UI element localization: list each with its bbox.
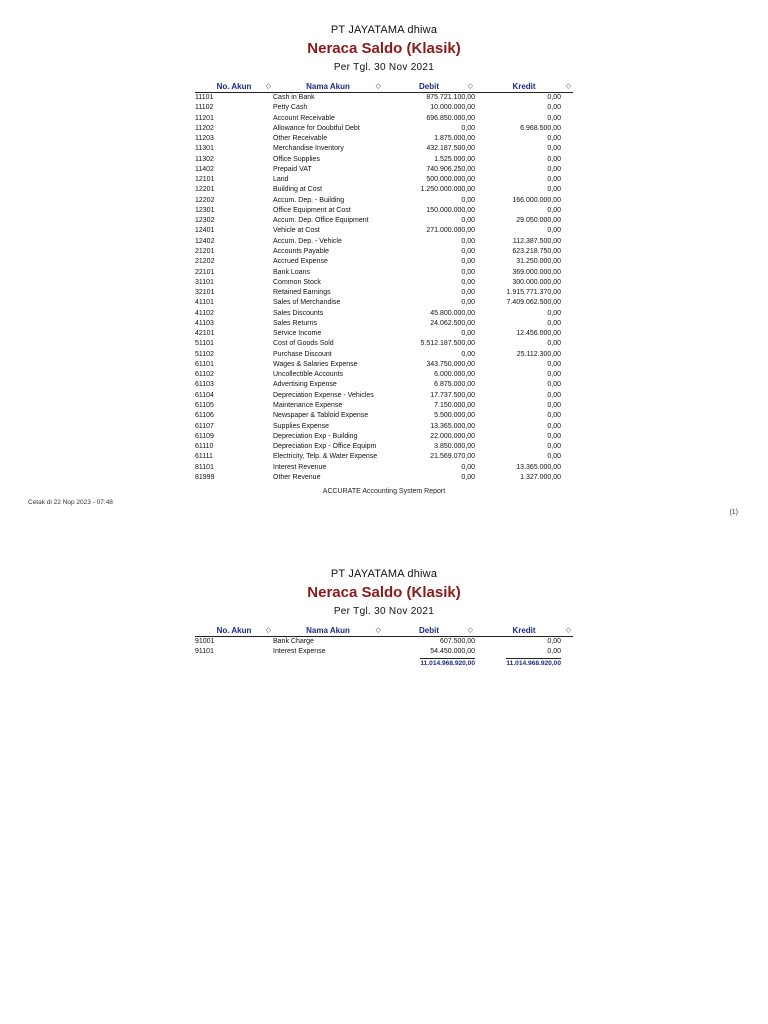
credit-cell: 1.915.771.370,00 [506,289,561,297]
debit-cell: 54.450.000,00 [430,648,475,656]
credit-cell: 6.968.500,00 [520,124,561,132]
table-row [195,114,573,124]
debit-cell: 0,00 [461,124,475,132]
table-row [195,134,573,144]
account-name-cell: Allowance for Doubtful Debt [273,124,360,132]
account-name-cell: Cash in Bank [273,94,315,101]
account-name-cell: Other Receivable [273,135,328,143]
table-row [195,442,573,452]
credit-cell: 300.000.000,00 [512,278,561,286]
credit-cell: 0,00 [547,443,561,451]
table-row [195,350,573,360]
debit-cell: 7.150.000,00 [434,401,475,409]
account-no-cell: 12302 [195,217,215,225]
credit-cell: 31.250.000,00 [516,258,561,266]
table-header-row [195,626,573,637]
account-name-cell: Vehicle at Cost [273,227,320,235]
trial-balance-table [195,82,573,483]
account-name-cell: Accum. Dep. - Vehicle [273,237,342,245]
account-name-cell: Sales of Merchandise [273,299,341,307]
account-no-cell: 11101 [195,94,214,101]
credit-cell: 0,00 [547,206,561,214]
table-header-row [195,82,573,93]
credit-cell: 1.327.000,00 [520,473,561,481]
account-name-cell: Uncollectible Accounts [273,371,344,379]
debit-cell: 0,00 [461,247,475,255]
debit-cell: 0,00 [461,258,475,266]
table-row [195,452,573,462]
totals-row [195,658,573,669]
account-no-cell: 11301 [195,145,214,153]
credit-cell: 0,00 [547,432,561,440]
sort-icon[interactable]: ◇ [565,83,571,90]
account-name-cell: Maintenance Expense [273,401,343,409]
account-no-cell: 42101 [195,330,215,338]
credit-cell: 0,00 [547,155,561,163]
table-row [195,637,573,648]
account-name-cell: Account Receivable [273,114,335,122]
table-row [195,237,573,247]
credit-cell: 0,00 [547,186,561,194]
debit-cell: 3.850.000,00 [434,443,475,451]
table-row [195,329,573,339]
account-no-cell: 61106 [195,412,214,420]
account-no-cell: 11201 [195,114,214,122]
credit-cell: 166.000.000,00 [512,196,561,204]
account-name-cell: Bank Charge [273,638,314,645]
table-row [195,401,573,411]
credit-cell: 0,00 [547,145,561,153]
sort-icon[interactable]: ◇ [265,83,271,90]
sort-icon[interactable]: ◇ [375,83,381,90]
debit-cell: 24.062.500,00 [430,319,475,327]
credit-cell: 0,00 [547,135,561,143]
table-row [195,155,573,165]
account-no-cell: 11203 [195,135,214,143]
sort-icon[interactable]: ◇ [467,627,473,634]
account-no-cell: 61104 [195,391,214,399]
account-no-cell: 12401 [195,227,215,235]
debit-cell: 0,00 [461,237,475,245]
report-page-1 [0,22,768,516]
account-name-cell: Bank Loans [273,268,310,276]
credit-cell: 0,00 [547,227,561,235]
debit-cell: 0,00 [461,473,475,481]
account-name-cell: Cost of Goods Sold [273,340,334,348]
account-name-cell: Newspaper & Tabloid Expense [273,412,369,420]
table-row [195,647,573,657]
account-name-cell: Interest Revenue [273,463,327,471]
table-row [195,206,573,216]
credit-cell: 7.409.062.500,00 [506,299,561,307]
debit-cell: 17.737.500,00 [430,391,475,399]
table-row [195,226,573,236]
table-row [195,268,573,278]
column-header-account-no[interactable]: No. Akun ◇ [195,82,273,93]
account-no-cell: 12402 [195,237,215,245]
report-title: Neraca Saldo (Klasik) [307,40,461,57]
table-row [195,380,573,390]
account-no-cell: 61107 [195,422,214,430]
account-no-cell: 61105 [195,401,214,409]
account-no-cell: 12301 [195,206,215,214]
account-name-cell: Prepaid VAT [273,165,312,173]
debit-cell: 6.875.000,00 [434,381,475,389]
account-no-cell: 12101 [195,176,215,184]
credit-cell: 0,00 [547,391,561,399]
debit-cell: 45.800.000,00 [430,309,475,317]
company-name: PT JAYATAMA dhiwa [330,568,438,580]
credit-cell: 112.387.500,00 [512,237,561,245]
sort-icon[interactable]: ◇ [265,627,271,634]
debit-cell: 0,00 [461,196,475,204]
account-no-cell: 41102 [195,309,214,317]
account-name-cell: Depreciation Exp - Office Equipm [273,443,377,451]
debit-cell: 0,00 [461,299,475,307]
account-no-cell: 22101 [195,268,215,276]
column-header-debit[interactable]: Debit ◇ [383,626,475,637]
account-name-cell: Sales Returns [273,319,317,327]
credit-cell: 623.218.750,00 [512,247,561,255]
table-row [195,175,573,185]
printed-timestamp: Cetak di 22 Nop 2023 - 07:48 [28,499,113,506]
credit-cell: 0,00 [547,319,561,327]
report-page-2 [0,566,768,667]
account-name-cell: Sales Discounts [273,309,324,317]
account-no-cell: 91101 [195,648,214,656]
account-name-cell: Purchase Discount [273,350,332,358]
account-no-cell: 61110 [195,443,214,451]
table-row [195,309,573,319]
column-header-credit[interactable]: Kredit ◇ [475,82,573,93]
debit-cell: 607.500,00 [439,638,475,645]
table-row [195,432,573,442]
credit-cell: 0,00 [547,176,561,184]
credit-cell: 25.112.300,00 [516,350,561,358]
table-row [195,196,573,206]
credit-cell: 0,00 [547,648,561,656]
debit-cell: 21.569.070,00 [430,453,475,461]
table-row [195,103,573,113]
debit-cell: 10.000.000,00 [430,104,475,112]
account-name-cell: Building at Cost [273,186,323,194]
credit-cell: 13.365.000,00 [516,463,561,471]
total-debit: 11.014.968.920,00 [383,658,475,669]
account-no-cell: 81101 [195,463,214,471]
account-name-cell: Depreciation Exp - Building [273,432,358,440]
account-no-cell: 51101 [195,340,214,348]
table-row [195,370,573,380]
credit-cell: 0,00 [547,453,561,461]
account-name-cell: Supplies Expense [273,422,330,430]
account-no-cell: 81999 [195,473,215,481]
credit-cell: 0,00 [547,104,561,112]
account-no-cell: 91001 [195,638,215,645]
account-no-cell: 31101 [195,278,214,286]
account-no-cell: 12202 [195,196,215,204]
total-credit: 11.014.968.920,00 [475,658,573,669]
table-row [195,247,573,257]
account-name-cell: Common Stock [273,278,321,286]
credit-cell: 0,00 [547,114,561,122]
credit-cell: 0,00 [547,94,561,101]
account-no-cell: 11402 [195,165,214,173]
report-period: Per Tgl. 30 Nov 2021 [333,606,435,617]
table-row [195,288,573,298]
column-header-account-name[interactable]: Nama Akun ◇ [273,82,383,93]
sort-icon[interactable]: ◇ [375,627,381,634]
account-no-cell: 11302 [195,155,214,163]
account-name-cell: Accum. Dep. Office Equipment [273,217,369,225]
debit-cell: 6.000.000,00 [434,371,475,379]
account-name-cell: Service Income [273,330,322,338]
account-name-cell: Office Supplies [273,155,320,163]
report-title: Neraca Saldo (Klasik) [307,584,461,601]
account-no-cell: 61111 [195,453,213,461]
debit-cell: 0,00 [461,268,475,276]
account-no-cell: 11102 [195,104,214,112]
account-no-cell: 21202 [195,258,215,266]
credit-cell: 369.000.000,00 [512,268,561,276]
account-no-cell: 21201 [195,247,215,255]
column-header-credit[interactable]: Kredit ◇ [475,626,573,637]
account-name-cell: Accrued Expense [273,258,328,266]
account-no-cell: 61101 [195,360,214,368]
debit-cell: 1.250.000.000,00 [420,186,475,194]
page-number: (1) [729,509,738,516]
table-row [195,257,573,267]
account-name-cell: Interest Expense [273,648,326,656]
table-row [195,216,573,226]
credit-cell: 12.456.000,00 [516,330,561,338]
account-name-cell: Advertising Expense [273,381,337,389]
account-no-cell: 12201 [195,186,215,194]
debit-cell: 740.906.250,00 [426,165,475,173]
debit-cell: 1.525.000,00 [434,155,475,163]
credit-cell: 0,00 [547,412,561,420]
account-name-cell: Land [273,176,289,184]
account-name-cell: Wages & Salaries Expense [273,360,358,368]
debit-cell: 0,00 [461,278,475,286]
debit-cell: 5.512.187.500,00 [420,340,475,348]
account-name-cell: Office Equipment at Cost [273,206,351,214]
column-header-debit[interactable]: Debit ◇ [383,82,475,93]
table-row [195,185,573,195]
account-name-cell: Other Revenue [273,473,321,481]
table-row [195,278,573,288]
debit-cell: 0,00 [461,217,475,225]
debit-cell: 13.365.000,00 [430,422,475,430]
debit-cell: 1.875.000,00 [434,135,475,143]
account-no-cell: 51102 [195,350,214,358]
account-no-cell: 61109 [195,432,214,440]
system-footer: ACCURATE Accounting System Report [322,488,446,495]
debit-cell: 0,00 [461,463,475,471]
credit-cell: 0,00 [547,360,561,368]
account-name-cell: Depreciation Expense - Vehicles [273,391,374,399]
credit-cell: 0,00 [547,371,561,379]
debit-cell: 696.850.000,00 [426,114,475,122]
report-period: Per Tgl. 30 Nov 2021 [333,62,435,73]
account-name-cell: Retained Earnings [273,289,331,297]
debit-cell: 5.500.000,00 [434,412,475,420]
column-header-account-name[interactable]: Nama Akun ◇ [273,626,383,637]
table-row [195,124,573,134]
table-row [195,93,573,104]
account-no-cell: 61102 [195,371,214,379]
credit-cell: 0,00 [547,638,561,645]
trial-balance-table [195,626,573,669]
table-row [195,391,573,401]
account-name-cell: Petty Cash [273,104,308,112]
table-row [195,422,573,432]
account-no-cell: 11202 [195,124,214,132]
debit-cell: 0,00 [461,289,475,297]
credit-cell: 0,00 [547,422,561,430]
debit-cell: 0,00 [461,330,475,338]
debit-cell: 22.000.000,00 [430,432,475,440]
table-row [195,144,573,154]
table-body [195,637,573,658]
table-row [195,411,573,421]
debit-cell: 500.000.000,00 [426,176,475,184]
table-row [195,339,573,349]
debit-cell: 271.000.000,00 [426,227,475,235]
account-no-cell: 41101 [195,299,214,307]
debit-cell: 0,00 [461,350,475,358]
credit-cell: 0,00 [547,381,561,389]
table-row [195,298,573,308]
column-header-account-no[interactable]: No. Akun ◇ [195,626,273,637]
credit-cell: 0,00 [547,165,561,173]
table-row [195,463,573,473]
credit-cell: 0,00 [547,401,561,409]
table-body [195,93,573,484]
credit-cell: 29.050.000,00 [516,217,561,225]
debit-cell: 432.187.500,00 [426,145,475,153]
table-row [195,165,573,175]
table-row [195,473,573,483]
account-no-cell: 61103 [195,381,214,389]
company-name: PT JAYATAMA dhiwa [330,24,438,36]
credit-cell: 0,00 [547,309,561,317]
account-name-cell: Accounts Payable [273,247,330,255]
sort-icon[interactable]: ◇ [565,627,571,634]
account-name-cell: Merchandise Inventory [273,145,344,153]
account-name-cell: Electricity, Telp. & Water Expense [273,453,378,461]
debit-cell: 343.750.000,00 [426,360,475,368]
debit-cell: 875.721.100,00 [426,94,475,101]
credit-cell: 0,00 [547,340,561,348]
debit-cell: 150.000.000,00 [426,206,475,214]
table-row [195,360,573,370]
account-no-cell: 41103 [195,319,214,327]
table-row [195,319,573,329]
account-name-cell: Accum. Dep. - Building [273,196,345,204]
account-no-cell: 32101 [195,289,215,297]
sort-icon[interactable]: ◇ [467,83,473,90]
